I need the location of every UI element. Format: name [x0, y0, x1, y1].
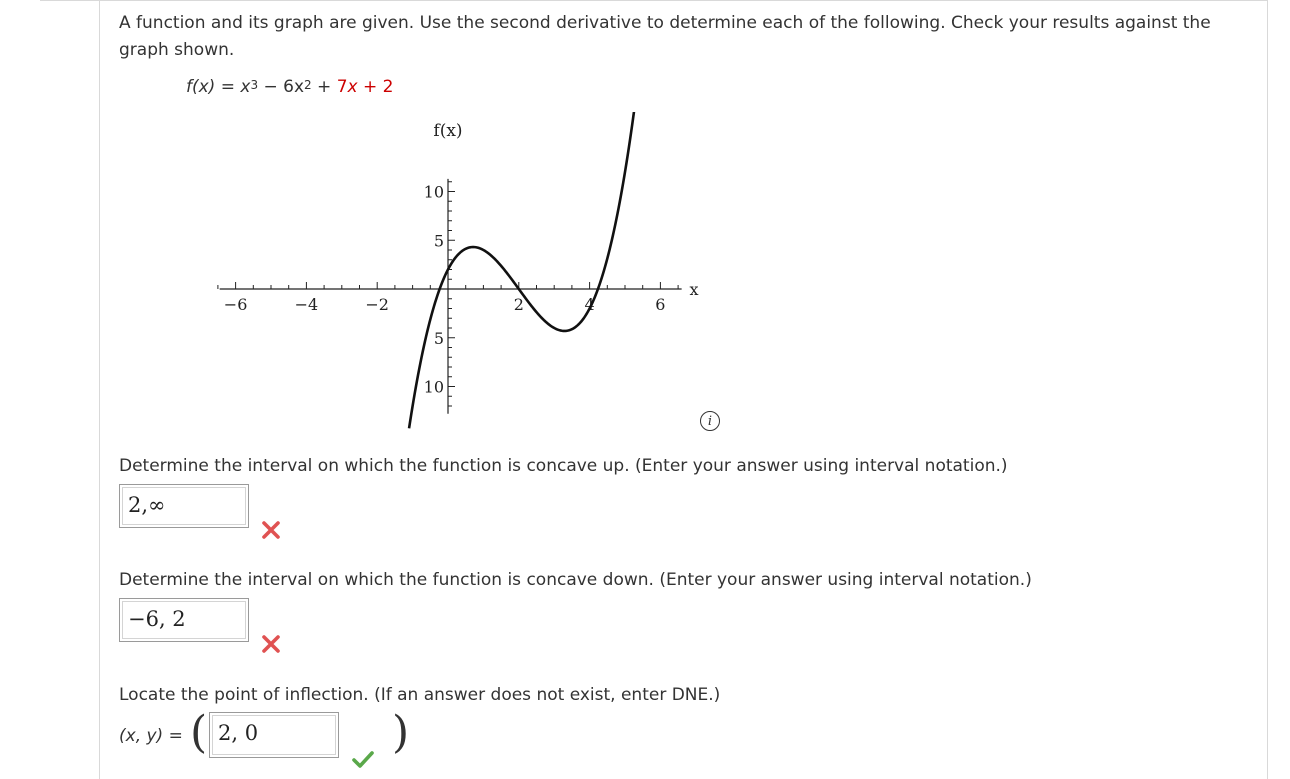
y-axis-label: f(x): [433, 121, 463, 141]
function-term-3: +: [311, 77, 337, 97]
left-paren: (: [190, 707, 208, 758]
exponent-3: 3: [250, 78, 259, 92]
y-tick-label: 5: [433, 328, 444, 348]
concave-down-input[interactable]: [119, 598, 249, 642]
x-tick-label: 6: [655, 295, 666, 314]
function-lhs: f(x) = x: [186, 77, 251, 97]
incorrect-x-icon: [261, 634, 281, 654]
panel-right-border: [1267, 0, 1268, 779]
x-tick-label: −2: [365, 295, 389, 314]
panel-top-border: [40, 0, 1268, 1]
y-tick-label: 10: [423, 182, 444, 202]
concave-down-prompt: Determine the interval on which the function is concave down. (Enter your answer using interval notation.): [119, 570, 1032, 590]
y-tick-label: 5: [433, 231, 444, 251]
xy-label: (x, y) =: [119, 726, 183, 746]
info-icon[interactable]: i: [700, 411, 720, 431]
inflection-point-input[interactable]: [209, 712, 339, 758]
function-coefficient: 7: [336, 77, 348, 97]
question-prompt: A function and its graph are given. Use the second derivative to determine each of the following. Check your results against the graph shown.: [119, 13, 1211, 60]
function-term-2: − 6x: [258, 77, 305, 97]
function-definition: [186, 74, 394, 100]
x-axis-label: x: [689, 280, 699, 299]
panel-left-border: [99, 0, 100, 779]
concave-down-value[interactable]: −6, 2: [128, 607, 186, 631]
x-tick-label: −6: [223, 295, 248, 314]
concave-up-input[interactable]: [119, 484, 249, 528]
right-paren: ): [392, 707, 410, 758]
y-tick-label: 10: [423, 377, 444, 397]
function-graph: [200, 112, 720, 432]
inflection-point-value[interactable]: 2, 0: [218, 721, 259, 745]
concave-up-prompt: Determine the interval on which the function is concave up. (Enter your answer using interval notation.): [119, 456, 1008, 476]
x-tick-label: 2: [513, 295, 524, 314]
x-tick-label: −4: [294, 295, 319, 314]
x-tick-label: 4: [584, 295, 595, 314]
inflection-prompt: Locate the point of inflection. (If an answer does not exist, enter DNE.): [119, 685, 721, 705]
function-constant: 2: [382, 77, 394, 97]
correct-check-icon: [352, 750, 374, 768]
incorrect-x-icon: [261, 520, 281, 540]
exponent-2: 2: [304, 78, 312, 92]
concave-up-value[interactable]: 2,∞: [128, 493, 166, 517]
function-term-4: x +: [347, 77, 383, 97]
